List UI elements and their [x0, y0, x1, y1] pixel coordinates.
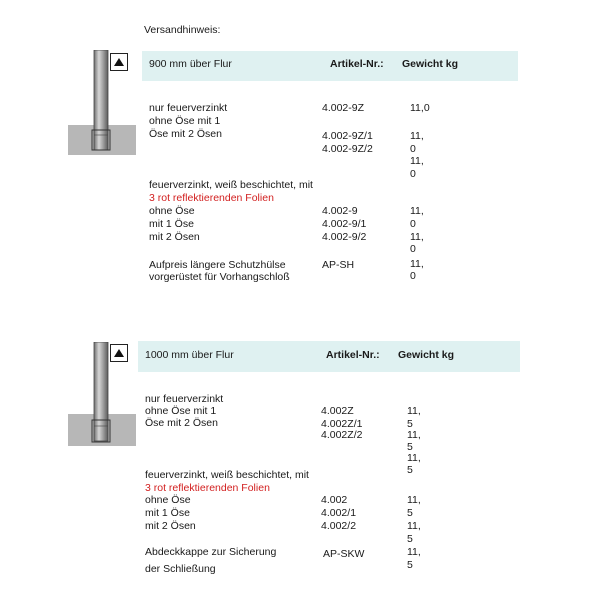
- article-number: 4.002-9/1: [322, 218, 367, 230]
- description-line: ohne Öse: [149, 205, 195, 217]
- weight-value: 11,: [407, 452, 421, 464]
- weight-value: 11,: [407, 520, 421, 532]
- article-number: 4.002: [321, 494, 348, 506]
- description-line: mit 1 Öse: [145, 507, 190, 519]
- weight-value: 11,0: [410, 102, 430, 114]
- weight-value: 5: [407, 418, 413, 430]
- article-number: 4.002-9Z/1: [322, 130, 373, 142]
- description-line: ohne Öse mit 1: [149, 115, 221, 127]
- article-number: 4.002Z/2: [321, 429, 363, 441]
- description-line: Öse mit 2 Ösen: [145, 417, 218, 429]
- column-article-header: Artikel-Nr.:: [330, 58, 384, 70]
- description-line: feuerverzinkt, weiß beschichtet, mit: [149, 179, 313, 191]
- description-line: ohne Öse mit 1: [145, 405, 217, 417]
- description-line: Aufpreis längere Schutzhülse: [149, 259, 286, 271]
- article-number: 4.002-9Z/2: [322, 143, 373, 155]
- weight-value: 0: [410, 270, 416, 282]
- weight-value: 11,: [410, 231, 424, 243]
- description-line-highlight: 3 rot reflektierenden Folien: [149, 192, 274, 204]
- article-number: 4.002-9Z: [322, 102, 365, 114]
- section-title: 1000 mm über Flur: [145, 349, 234, 361]
- description-line: ohne Öse: [145, 494, 191, 506]
- section-title: 900 mm über Flur: [149, 58, 232, 70]
- column-weight-header: Gewicht kg: [402, 58, 459, 70]
- weight-value: 0: [410, 243, 416, 255]
- weight-value: 0: [410, 168, 416, 180]
- weight-value: 0: [410, 218, 416, 230]
- article-number: 4.002Z/1: [321, 418, 363, 430]
- article-number: AP-SKW: [323, 548, 365, 560]
- page-heading: Versandhinweis:: [144, 24, 221, 36]
- article-number: AP-SH: [322, 259, 355, 271]
- weight-value: 5: [407, 507, 413, 519]
- description-line: feuerverzinkt, weiß beschichtet, mit: [145, 469, 309, 481]
- weight-value: 5: [407, 464, 413, 476]
- weight-value: 11,: [410, 205, 424, 217]
- weight-value: 5: [407, 441, 413, 453]
- arrow-up-icon: [110, 344, 128, 362]
- arrow-up-icon: [110, 53, 128, 71]
- article-number: 4.002-9/2: [322, 231, 367, 243]
- description-line: Abdeckkappe zur Sicherung: [145, 546, 277, 558]
- weight-value: 11,: [410, 258, 424, 270]
- weight-value: 11,: [410, 155, 424, 167]
- weight-value: 11,: [407, 405, 421, 417]
- weight-value: 5: [407, 559, 413, 571]
- weight-value: 5: [407, 533, 413, 545]
- description-line: nur feuerverzinkt: [149, 102, 228, 114]
- weight-value: 11,: [407, 546, 421, 558]
- article-number: 4.002Z: [321, 405, 354, 417]
- weight-value: 0: [410, 143, 416, 155]
- article-number: 4.002-9: [322, 205, 358, 217]
- description-line: mit 2 Ösen: [145, 520, 196, 532]
- description-line: der Schließung: [145, 563, 216, 575]
- article-number: 4.002/2: [321, 520, 357, 532]
- description-line: vorgerüstet für Vorhangschloß: [149, 271, 290, 283]
- weight-value: 11,: [407, 494, 421, 506]
- column-weight-header: Gewicht kg: [398, 349, 455, 361]
- article-number: 4.002/1: [321, 507, 357, 519]
- weight-value: 11,: [407, 429, 421, 441]
- weight-value: 11,: [410, 130, 424, 142]
- description-line: mit 1 Öse: [149, 218, 194, 230]
- description-line-highlight: 3 rot reflektierenden Folien: [145, 482, 270, 494]
- column-article-header: Artikel-Nr.:: [326, 349, 380, 361]
- description-line: mit 2 Ösen: [149, 231, 200, 243]
- description-line: nur feuerverzinkt: [145, 393, 224, 405]
- description-line: Öse mit 2 Ösen: [149, 128, 222, 140]
